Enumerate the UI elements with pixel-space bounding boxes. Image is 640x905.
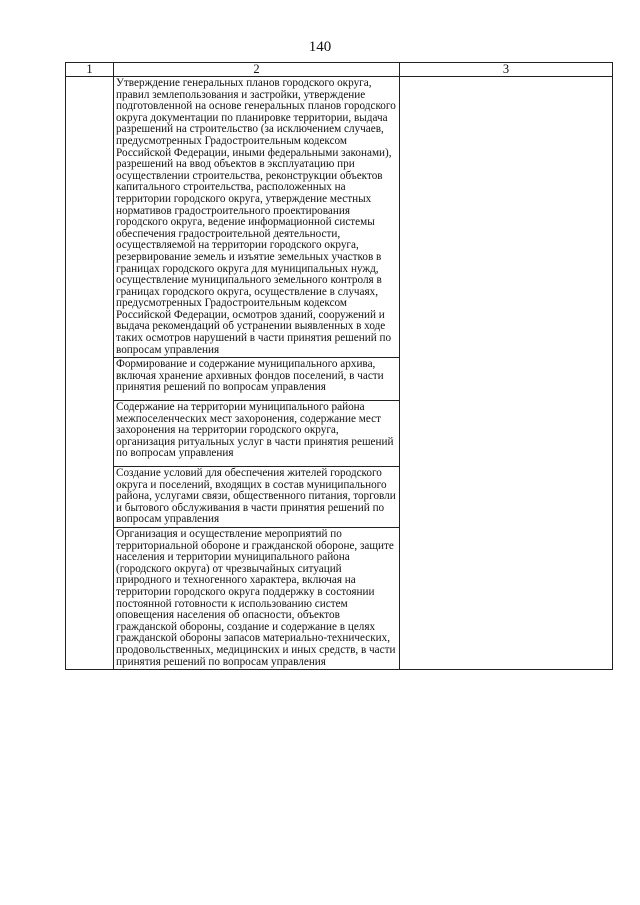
column-header-1: 1 — [66, 63, 114, 77]
document-table — [65, 62, 613, 670]
header-row — [66, 63, 613, 77]
column-2-cell — [114, 77, 400, 670]
table-body-row — [66, 77, 613, 670]
entry-civil-defense: Организация и осуществление мероприятий по территориальной обороне и гражданской обороне, защите населения и территории муниципального района (городского округа) от чрезвычайных ситуаций природного и техногенного характера, включая на территории городского округа поддержку в состоянии постоянной готовности к использованию систем оповещения населения об опасности, объектов гражданской обороны, создание и содержание в целях гражданской обороны запасов материально-технических, продовольственных, медицинских и иных средств, в части принятия решений по вопросам управления — [114, 527, 399, 669]
column-1-cell — [66, 77, 114, 670]
entry-urban-planning: Утверждение генеральных планов городского округа, правил землепользования и застройки, утверждение подготовленной на основе генеральных планов городского округа документации по планировке территории, выдача разрешений на строительство (за исключением случаев, предусмотренных Градостроительным кодексом Российской Федерации, иными федеральными законами), разрешений на ввод объектов в эксплуатацию при осуществлении строительства, реконструкции объектов капитального строительства, расположенных на территории городского округа, утверждение местных нормативов градостроительного проектирования городского округа, ведение информационной системы обеспечения градостроительной деятельности, осуществляемой на территории городского округа, резервирование земель и изъятие земельных участков в границах городского округа для муниципальных нужд, осуществление муниципального земельного контроля в границах городского округа, осуществление в случаях, предусмотренных Градостроительным кодексом Российской Федерации, осмотров зданий, сооружений и выдача рекомендаций об устранении выявленных в ходе таких осмотров нарушений в части принятия решений по вопросам управления — [116, 77, 396, 356]
entry-burial-places: Содержание на территории муниципального района межпоселенческих мест захоронения, содержание мест захоронения на территории городского округа, организация ритуальных услуг в части принятия решений по вопросам управления — [114, 400, 399, 466]
page-number: 140 — [308, 39, 332, 55]
column-header-3: 3 — [400, 63, 613, 77]
column-3-cell — [400, 77, 613, 670]
column-header-2: 2 — [114, 63, 400, 77]
entry-consumer-services: Создание условий для обеспечения жителей городского округа и поселений, входящих в состав муниципального района, услугами связи, общественного питания, торговли и бытового обслуживания в части принятия решений по вопросам управления — [114, 466, 399, 527]
entry-municipal-archive: Формирование и содержание муниципального архива, включая хранение архивных фондов поселений, в части принятия решений по вопросам управления — [114, 357, 399, 400]
